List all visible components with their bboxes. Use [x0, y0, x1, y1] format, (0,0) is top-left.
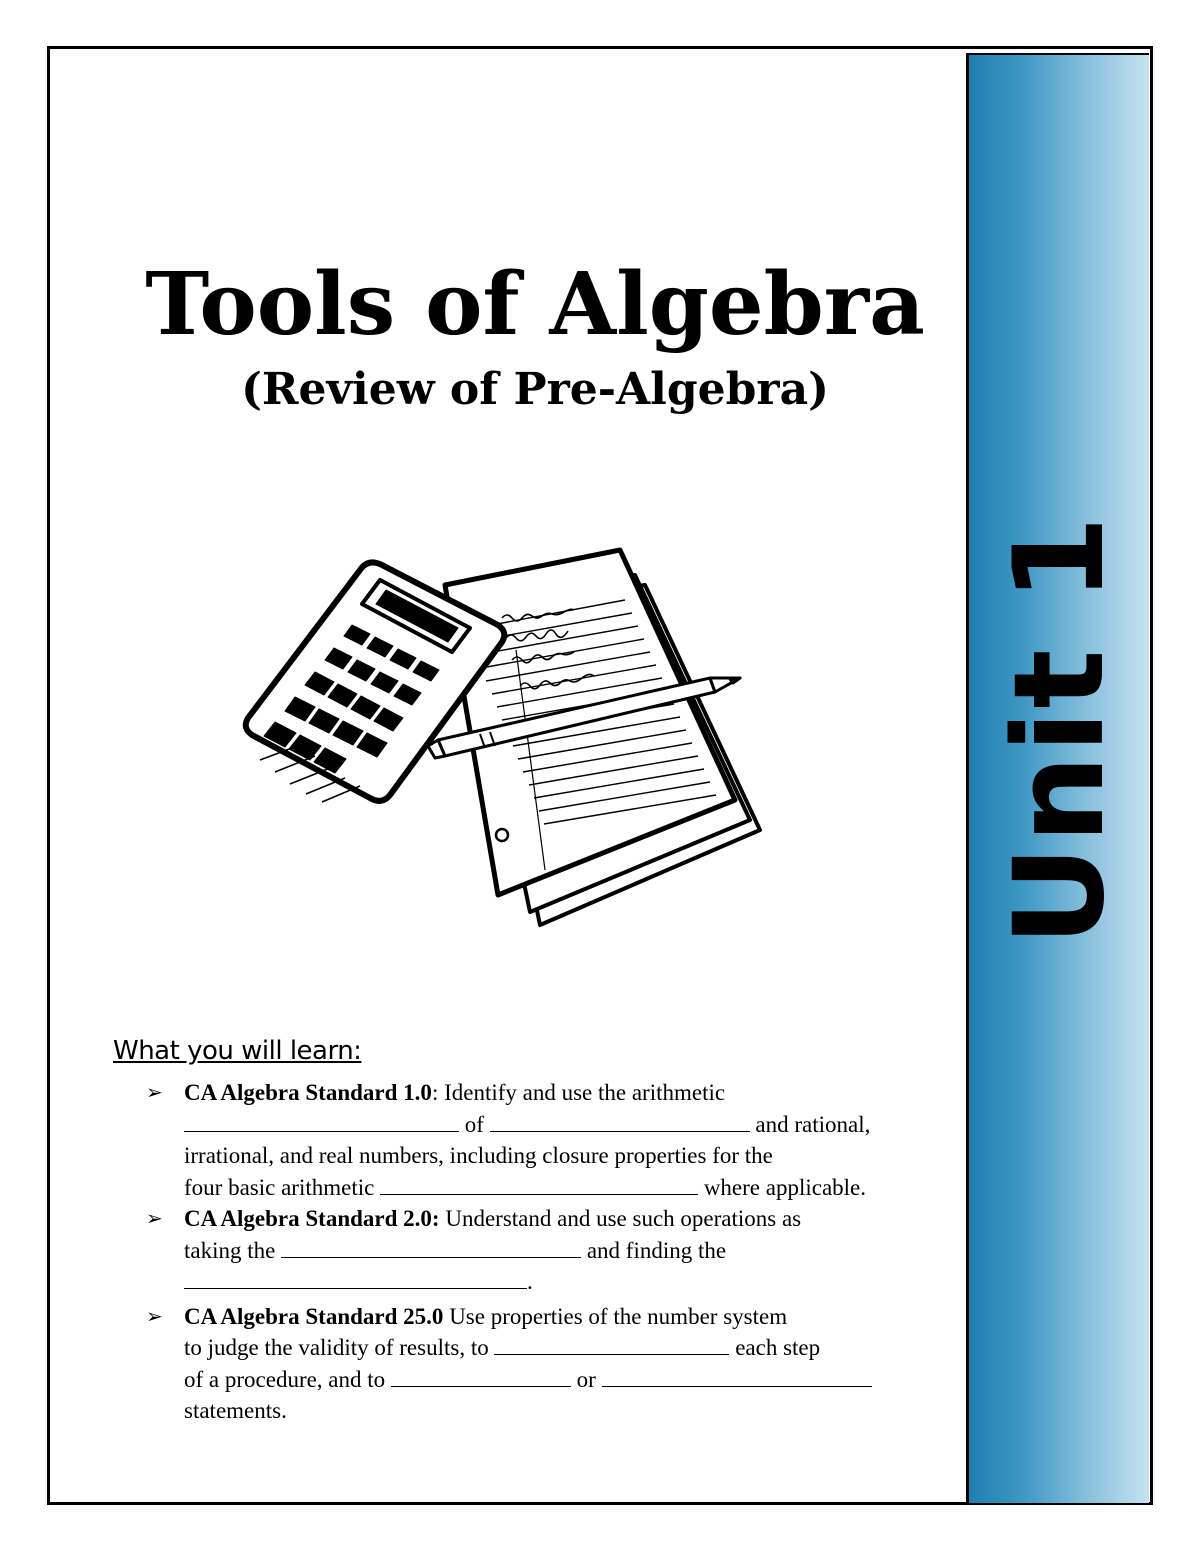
unit-label: Unit 1 [988, 513, 1132, 947]
standard-item-1 [146, 1077, 946, 1203]
page-title: Tools of Algebra [145, 254, 925, 355]
standard-text: Use properties of the number system [449, 1303, 788, 1329]
standard-text: of [464, 1111, 484, 1137]
arrow-bullet-icon: ➢ [146, 1080, 163, 1104]
standard-text: to judge the validity of results, to [184, 1335, 489, 1360]
fill-in-blank[interactable] [391, 1366, 571, 1387]
standard-text: four basic arithmetic [184, 1174, 375, 1200]
standard-text: of a procedure, and to [184, 1366, 386, 1392]
calculator-notepad-illustration [240, 540, 770, 930]
fill-in-blank[interactable] [490, 1111, 750, 1132]
standard-text: and finding the [586, 1237, 727, 1263]
standard-text: taking the [184, 1237, 276, 1263]
standards-list [146, 1077, 946, 1427]
standard-text: where applicable. [703, 1174, 867, 1200]
standard-item-3 [146, 1301, 946, 1427]
standard-name: CA Algebra Standard 1.0 [184, 1080, 432, 1105]
fill-in-blank[interactable] [184, 1268, 527, 1289]
standard-name: CA Algebra Standard 2.0: [184, 1206, 440, 1231]
standard-text: or [576, 1366, 596, 1392]
arrow-bullet-icon: ➢ [146, 1206, 163, 1230]
fill-in-blank[interactable] [602, 1366, 872, 1387]
paper-hole [496, 829, 508, 841]
standard-text: statements. [184, 1398, 287, 1423]
standard-text: and rational, [755, 1111, 871, 1137]
fill-in-blank[interactable] [494, 1334, 729, 1355]
standard-text: : Identify and use the arithmetic [431, 1080, 726, 1105]
learn-heading: What you will learn: [113, 1036, 362, 1066]
standard-text: irrational, and real numbers, including closure properties for the [184, 1143, 773, 1168]
arrow-bullet-icon: ➢ [146, 1303, 163, 1328]
standard-text: Understand and use such operations as [445, 1206, 802, 1231]
fill-in-blank[interactable] [380, 1174, 698, 1195]
fill-in-blank[interactable] [184, 1111, 459, 1132]
standard-name: CA Algebra Standard 25.0 [184, 1303, 444, 1329]
fill-in-blank[interactable] [281, 1237, 581, 1258]
page-subtitle: (Review of Pre-Algebra) [241, 364, 829, 415]
standard-text: each step [735, 1335, 821, 1360]
standard-text: . [527, 1269, 533, 1294]
standard-item-2 [146, 1203, 946, 1298]
